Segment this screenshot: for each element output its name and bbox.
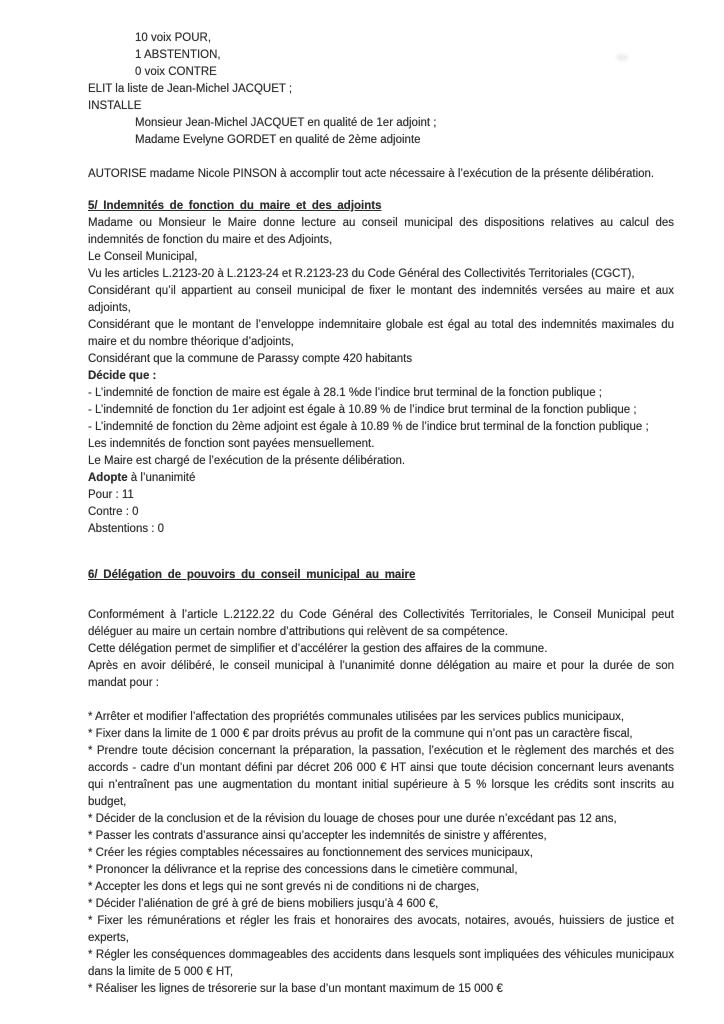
indemnity-item-1er-adjoint: - L’indemnité de fonction du 1er adjoint est égale à 10.89 % de l’indice brut terminal de la fonction publique ; bbox=[88, 404, 637, 416]
delegation-item-accidents: * Régler les conséquences dommageables des accidents dans lesquels sont impliquées des véhicules municipaux dans la limite de 5 000 € HT, bbox=[88, 949, 674, 978]
contre-count-line: Contre : 0 bbox=[88, 506, 139, 518]
autorise-line: AUTORISE madame Nicole PINSON à accomplir tout acte nécessaire à l’exécution de la présente délibération. bbox=[88, 168, 655, 180]
section-5 bbox=[88, 198, 674, 538]
section6-paragraph-delegation: Cette délégation permet de simplifier et d’accélérer la gestion des affaires de la commune. bbox=[88, 643, 548, 655]
vote-line-contre: 0 voix CONTRE bbox=[135, 66, 217, 78]
vote-line-abstention: 1 ABSTENTION, bbox=[135, 49, 221, 61]
section5-paragraph-considerant-3: Considérant que la commune de Parassy compte 420 habitants bbox=[88, 353, 413, 365]
installe-line: INSTALLE bbox=[88, 100, 142, 112]
section5-paragraph-vu-articles: Vu les articles L.2123-20 à L.2123-24 et R.2123-23 du Code Général des Collectivités Territoriales (CGCT), bbox=[88, 268, 635, 280]
section6-paragraph-conformement: Conformément à l’article L.2122.22 du Code Général des Collectivités Territoriales, le Conseil Municipal peut déléguer au maire un certain nombre d’attributions qui relèvent de sa compétence. bbox=[88, 609, 674, 638]
section-6 bbox=[88, 567, 674, 998]
adopte-label: Adopte bbox=[88, 472, 128, 484]
section5-paragraph-lecture: Madame ou Monsieur le Maire donne lecture au conseil municipal des dispositions relatives au calcul des indemnités de fonction du maire et des Adjoints, bbox=[88, 217, 674, 246]
delegation-item-concessions: * Prononcer la délivrance et la reprise des concessions dans le cimetière communal, bbox=[88, 864, 518, 876]
section5-heading: 5/ Indemnités de fonction du maire et des adjoints bbox=[88, 200, 382, 212]
intro-block bbox=[88, 30, 674, 183]
section5-paragraph-conseil: Le Conseil Municipal, bbox=[88, 251, 198, 263]
delegation-item-assurance: * Passer les contrats d’assurance ainsi qu’accepter les indemnités de sinistre y afférentes, bbox=[88, 830, 547, 842]
delegation-item-marches: * Prendre toute décision concernant la préparation, la passation, l’exécution et le règlement des marchés et des accords - cadre d’un montant défini par décret 206 000 € HT ainsi que toute décision concernant leurs avenants qui n’entraînent pas une augmentation du montant initial supérieure à 5 % lorsque les crédits sont inscrits au budget, bbox=[88, 745, 674, 808]
delegation-item-dons-legs: * Accepter les dons et legs qui ne sont grevés ni de conditions ni de charges, bbox=[88, 881, 480, 893]
section6-paragraph-apres-deliberation: Après en avoir délibéré, le conseil municipal à l’unanimité donne délégation au maire et pour la durée de son mandat pour : bbox=[88, 660, 674, 689]
abstentions-count-line: Abstentions : 0 bbox=[88, 523, 165, 535]
installed-adjoint-1: Monsieur Jean-Michel JACQUET en qualité de 1er adjoint ; bbox=[135, 117, 437, 129]
delegation-item-regies: * Créer les régies comptables nécessaires au fonctionnement des services municipaux, bbox=[88, 847, 533, 859]
section6-heading: 6/ Délégation de pouvoirs du conseil municipal au maire bbox=[88, 569, 416, 581]
vote-line-pour: 10 voix POUR, bbox=[135, 32, 212, 44]
adopte-rest: à l’unanimité bbox=[127, 472, 196, 484]
delegation-item-louage: * Décider de la conclusion et de la révision du louage de choses pour une durée n’excédant pas 12 ans, bbox=[88, 813, 617, 825]
adopte-line bbox=[88, 470, 674, 487]
section5-paragraph-considerant-2: Considérant que le montant de l’enveloppe indemnitaire globale est égal au total des indemnités maximales du maire et du nombre théorique d’adjoints, bbox=[88, 319, 674, 348]
elit-line: ELIT la liste de Jean-Michel JACQUET ; bbox=[88, 83, 293, 95]
delegation-item-tresorerie: * Réaliser les lignes de trésorerie sur la base d’un montant maximum de 15 000 € bbox=[88, 983, 503, 995]
delegation-item-remunerations: * Fixer les rémunérations et régler les frais et honoraires des avocats, notaires, avoués, huissiers de justice et experts, bbox=[88, 915, 674, 944]
delegation-item-alienation: * Décider l’aliénation de gré à gré de biens mobiliers jusqu’à 4 600 €, bbox=[88, 898, 439, 910]
installed-adjoint-2: Madame Evelyne GORDET en qualité de 2ème adjointe bbox=[135, 134, 421, 146]
section5-paragraph-considerant-1: Considérant qu’il appartient au conseil municipal de fixer le montant des indemnités versées au maire et aux adjoints, bbox=[88, 285, 674, 314]
delegation-item-droits: * Fixer dans la limite de 1 000 € par droits prévus au profit de la commune qui n’ont pas un caractère fiscal, bbox=[88, 728, 633, 740]
delegation-list bbox=[88, 709, 674, 998]
delegation-item-affectation: * Arrêter et modifier l’affectation des propriétés communales utilisées par les services publics municipaux, bbox=[88, 711, 625, 723]
scan-artifact bbox=[616, 54, 628, 61]
pour-count-line: Pour : 11 bbox=[88, 489, 134, 501]
decide-label: Décide que : bbox=[88, 370, 157, 382]
indemnity-item-2eme-adjoint: - L’indemnité de fonction du 2ème adjoint est égale à 10.89 % de l’indice brut terminal de la fonction publique ; bbox=[88, 421, 649, 433]
section5-paragraph-execution: Le Maire est chargé de l’exécution de la présente délibération. bbox=[88, 455, 406, 467]
section5-paragraph-paiement: Les indemnités de fonction sont payées mensuellement. bbox=[88, 438, 375, 450]
indemnity-item-maire: - L’indemnité de fonction de maire est égale à 28.1 %de l’indice brut terminal de la fonction publique ; bbox=[88, 387, 602, 399]
